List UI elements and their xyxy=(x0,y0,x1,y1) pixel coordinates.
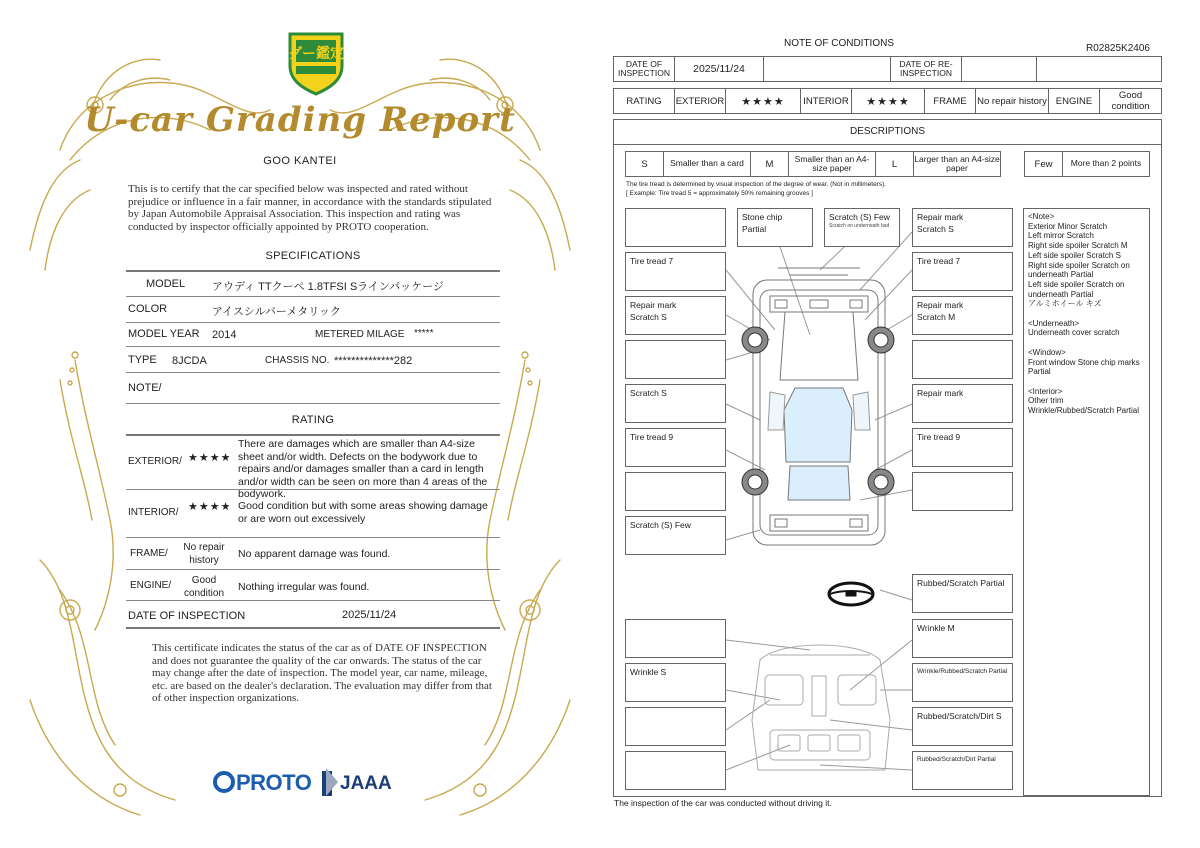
interior-box-left-d xyxy=(625,707,726,746)
cert-interior-stars: ★★★★ xyxy=(188,500,232,513)
metered-milage-value: ***** xyxy=(414,328,434,339)
note-line: Right side spoiler Scratch M xyxy=(1028,241,1128,251)
note-line: Front window Stone chip marks Partial xyxy=(1028,357,1140,377)
exterior-box-left-4 xyxy=(625,340,726,379)
date-of-inspection-label: DATE OF INSPECTION xyxy=(613,56,675,82)
engine-label: ENGINE xyxy=(1048,88,1100,114)
top-right-sublabel: Scratch on underneath bad xyxy=(829,223,890,229)
cert-exterior-label: EXTERIOR/ xyxy=(128,456,182,467)
cert-interior-label: INTERIOR/ xyxy=(128,507,179,518)
exterior-box-right-4 xyxy=(912,340,1013,379)
certificate-title: U-car Grading Report xyxy=(84,100,516,140)
inspection-footer-note: The inspection of the car was conducted without driving it. xyxy=(614,798,832,808)
badge-text: グー鑑定 xyxy=(288,46,344,62)
note-line: Exterior Minor Scratch xyxy=(1028,221,1108,231)
exterior-box-right-5: Repair mark xyxy=(912,384,1013,423)
cert-frame-value: No repair history xyxy=(183,542,225,566)
note-line: <Window> xyxy=(1028,347,1066,357)
legend-l-desc: Larger than an A4-size paper xyxy=(913,151,1001,177)
exterior-box-top-left: Stone chip Partial xyxy=(737,208,813,247)
cert-engine-label: ENGINE/ xyxy=(130,580,172,591)
interior-box-left-c: Wrinkle S xyxy=(625,663,726,702)
legend-m-desc: Smaller than an A4-size paper xyxy=(788,151,876,177)
legend-few-desc: More than 2 points xyxy=(1062,151,1150,177)
exterior-box-top-right xyxy=(824,208,900,247)
cert-engine-value: Good condition xyxy=(183,575,225,599)
type-label: TYPE xyxy=(128,354,157,366)
certificate-subtitle: GOO KANTEI xyxy=(263,155,337,167)
exterior-box-right-7 xyxy=(912,472,1013,511)
legend-s-desc: Smaller than a card xyxy=(663,151,751,177)
proto-logo: PROTO xyxy=(236,770,312,795)
exterior-box-right-3: Repair mark Scratch M xyxy=(912,296,1013,335)
type-value: 8JCDA xyxy=(172,355,207,367)
note-line: Other trim xyxy=(1028,396,1064,406)
cert-engine-desc: Nothing irregular was found. xyxy=(238,581,370,593)
exterior-box-right-2: Tire tread 7 xyxy=(912,252,1013,291)
date-of-reinspection-label: DATE OF RE-INSPECTION xyxy=(890,56,962,82)
specifications-heading: SPECIFICATIONS xyxy=(265,250,361,262)
model-value: アウディ TTクーペ 1.8TFSI Sラインパッケージ xyxy=(212,281,444,293)
legend-m-key: M xyxy=(750,151,789,177)
cert-exterior-stars: ★★★★ xyxy=(188,451,232,464)
note-line: <Interior> xyxy=(1028,386,1063,396)
exterior-stars: ★★★★ xyxy=(725,88,801,114)
note-line: Left side spoiler Scratch on underneath Partial xyxy=(1028,279,1125,299)
exterior-box-left-6: Tire tread 9 xyxy=(625,428,726,467)
certificate-intro: This is to certify that the car specified below was inspected and rated without prejudice or influence in a fair manner, in accordance with the standards stipulated by Japan Automobile Appraisal Association. This inspection and rating was conducted by inspector officially appointed by PROTO cooperation. xyxy=(128,183,492,233)
exterior-box-right-6: Tire tread 9 xyxy=(912,428,1013,467)
exterior-box-left-5: Scratch S xyxy=(625,384,726,423)
date-of-inspection-value: 2025/11/24 xyxy=(674,56,764,82)
frame-label: FRAME xyxy=(924,88,976,114)
interior-stars: ★★★★ xyxy=(851,88,925,114)
note-line: Wrinkle/Rubbed/Scratch Partial xyxy=(1028,406,1140,416)
note-line xyxy=(1028,377,1145,387)
color-value: アイスシルバーメタリック xyxy=(212,306,341,318)
interior-box-right-d: Rubbed/Scratch/Dirt S xyxy=(912,707,1013,746)
legend-l-key: L xyxy=(875,151,914,177)
jaaa-logo: JAAA xyxy=(340,773,392,794)
cert-exterior-desc: There are damages which are smaller than A4-size sheet and/or width. Defects on the bodywork due to repairs and/or damages smaller than a card in length and/or width can be seen on more than 4 areas of the bodywork. xyxy=(238,438,488,500)
metered-milage-label: METERED MILAGE xyxy=(315,329,405,340)
interior-box-right-b: Wrinkle M xyxy=(912,619,1013,658)
cert-frame-label: FRAME/ xyxy=(130,548,168,559)
note-line: <Underneath> xyxy=(1028,318,1080,328)
legend-few-key: Few xyxy=(1024,151,1063,177)
note-label: NOTE/ xyxy=(128,382,162,394)
exterior-box-left-7 xyxy=(625,472,726,511)
tire-note-1: The tire tread is determined by visual inspection of the degree of wear. (Not in millimeters). xyxy=(626,181,887,188)
exterior-label: EXTERIOR xyxy=(674,88,726,114)
rating-heading: RATING xyxy=(291,414,335,426)
chassis-label: CHASSIS NO. xyxy=(265,355,330,366)
legend-s-key: S xyxy=(625,151,664,177)
interior-box-left-e xyxy=(625,751,726,790)
frame-value: No repair history xyxy=(975,88,1049,114)
cert-frame-desc: No apparent damage was found. xyxy=(238,548,391,560)
cert-interior-desc: Good condition but with some areas showing damage or are worn out excessively xyxy=(238,500,488,525)
interior-label: INTERIOR xyxy=(800,88,852,114)
model-label: MODEL xyxy=(146,278,186,290)
interior-box-steering: Rubbed/Scratch Partial xyxy=(912,574,1013,613)
interior-box-left-b xyxy=(625,619,726,658)
color-label: COLOR xyxy=(128,303,168,315)
note-line: <Note> xyxy=(1028,212,1055,221)
tire-note-2: [ Example: Tire tread 5 = approximately 50% remaining grooves ] xyxy=(626,190,813,197)
note-line: Left side spoiler Scratch S xyxy=(1028,250,1121,260)
top-right-label: Scratch (S) Few xyxy=(829,212,890,222)
interior-box-right-e: Rubbed/Scratch/Dirt Partial xyxy=(912,751,1013,790)
exterior-box-left-8: Scratch (S) Few xyxy=(625,516,726,555)
rating-label: RATING xyxy=(613,88,675,114)
certificate-footer: This certificate indicates the status of the car as of DATE OF INSPECTION and does not guarantee the quality of the car onwards. The status of the car may change after the date of inspection. The model year, car name, mileage, etc. are based on the dealer's declaration. The evaluation may differ from that of other inspection organizations. xyxy=(152,642,492,705)
notes-list xyxy=(1028,212,1145,416)
conditions-title: NOTE OF CONDITIONS xyxy=(784,38,894,49)
note-line: Right side spoiler Scratch on underneath Partial xyxy=(1028,260,1130,280)
exterior-box-left-1 xyxy=(625,208,726,247)
interior-box-right-c: Wrinkle/Rubbed/Scratch Partial xyxy=(912,663,1013,702)
exterior-box-left-3: Repair mark Scratch S xyxy=(625,296,726,335)
chassis-value: **************282 xyxy=(334,355,413,367)
model-year-label: MODEL YEAR xyxy=(128,328,200,340)
exterior-box-right-1: Repair mark Scratch S xyxy=(912,208,1013,247)
model-year-value: 2014 xyxy=(212,329,237,341)
cert-date-label: DATE OF INSPECTION xyxy=(128,610,246,622)
descriptions-heading: DESCRIPTIONS xyxy=(849,126,925,137)
cert-date-value: 2025/11/24 xyxy=(342,609,397,621)
note-line xyxy=(1028,338,1145,348)
steering-wheel-icon xyxy=(829,583,873,605)
engine-value: Good condition xyxy=(1099,88,1162,114)
notes-panel xyxy=(1023,208,1150,796)
note-line: Underneath cover scratch xyxy=(1028,328,1120,338)
note-line xyxy=(1028,309,1145,319)
report-number: R02825K2406 xyxy=(1086,43,1150,54)
exterior-box-left-2: Tire tread 7 xyxy=(625,252,726,291)
note-line: Left mirror Scratch xyxy=(1028,231,1094,241)
note-line: アルミホイール キズ xyxy=(1028,299,1102,309)
